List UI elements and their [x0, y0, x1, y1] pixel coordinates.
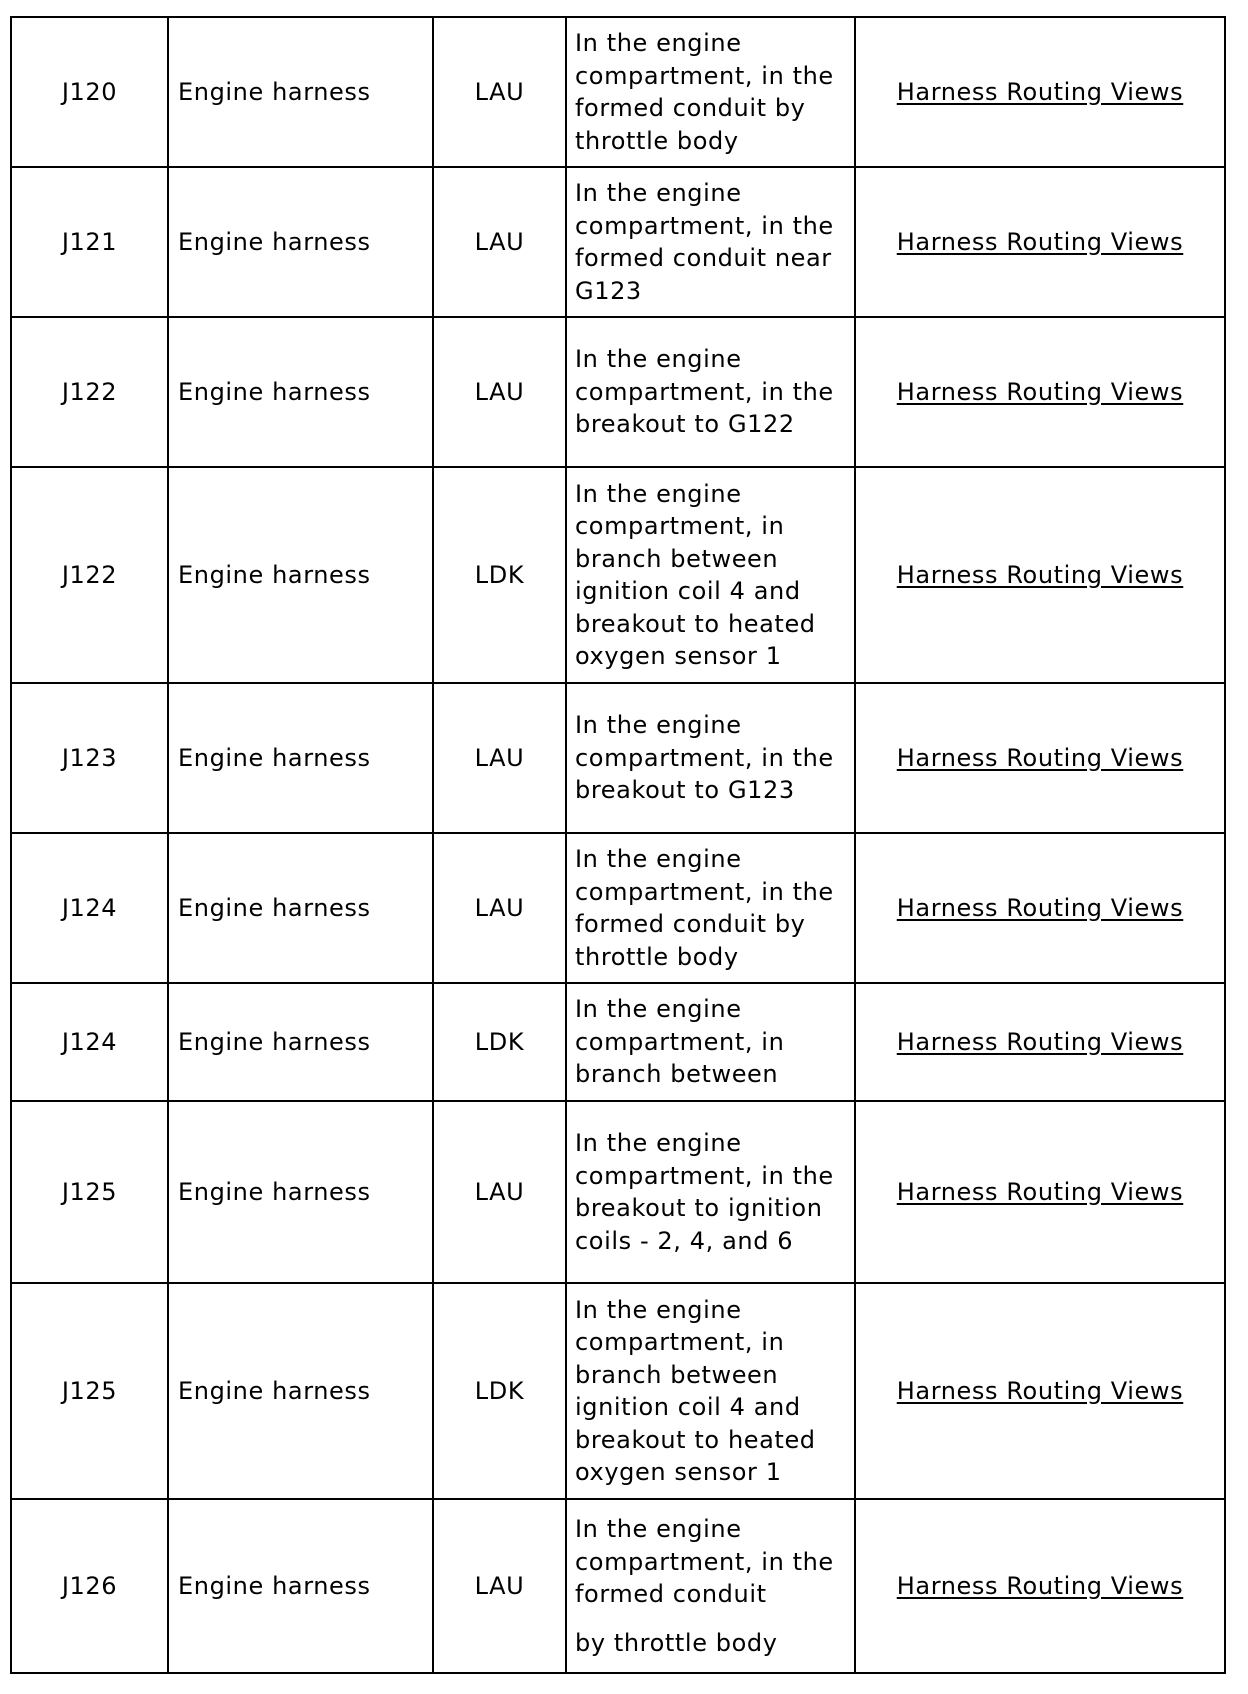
- option-code-cell: LDK: [433, 1283, 566, 1499]
- harness-cell: Engine harness: [168, 1499, 433, 1673]
- harness-cell: Engine harness: [168, 467, 433, 683]
- location-text: In the engine compartment, in the formed conduit by throttle body: [575, 845, 834, 971]
- option-code-cell: LAU: [433, 167, 566, 317]
- location-cell: [566, 317, 855, 467]
- harness-routing-views-link[interactable]: Harness Routing Views: [896, 227, 1184, 256]
- location-text: In the engine compartment, in the breakout to G122: [575, 345, 834, 439]
- harness-routing-views-link[interactable]: Harness Routing Views: [896, 743, 1184, 772]
- harness-cell: Engine harness: [168, 1283, 433, 1499]
- location-text: In the engine compartment, in the breakout to ignition coils - 2, 4, and 6: [575, 1129, 834, 1255]
- harness-cell: Engine harness: [168, 833, 433, 983]
- table-row: [11, 1101, 1225, 1283]
- link-cell: [855, 317, 1225, 467]
- connector-id-cell: J122: [11, 467, 168, 683]
- harness-cell: Engine harness: [168, 17, 433, 167]
- table-row: [11, 467, 1225, 683]
- table-row: [11, 317, 1225, 467]
- harness-routing-views-link[interactable]: Harness Routing Views: [896, 1177, 1184, 1206]
- link-cell: [855, 683, 1225, 833]
- link-cell: [855, 983, 1225, 1101]
- table-row: [11, 167, 1225, 317]
- connector-id-cell: J120: [11, 17, 168, 167]
- location-text: In the engine compartment, in the formed conduit near G123: [575, 179, 834, 305]
- link-cell: [855, 833, 1225, 983]
- table-row: [11, 683, 1225, 833]
- table-row: [11, 983, 1225, 1101]
- location-text: In the engine compartment, in branch between ignition coil 4 and breakout to heated oxygen sensor 1: [575, 1295, 816, 1486]
- option-code-cell: LAU: [433, 1101, 566, 1283]
- link-cell: [855, 167, 1225, 317]
- option-code-cell: LAU: [433, 833, 566, 983]
- link-cell: [855, 1283, 1225, 1499]
- location-text: In the engine compartment, in branch between: [575, 995, 785, 1089]
- harness-routing-views-link[interactable]: Harness Routing Views: [896, 377, 1184, 406]
- location-cell: [566, 17, 855, 167]
- harness-routing-views-link[interactable]: Harness Routing Views: [896, 1571, 1184, 1600]
- option-code-cell: LAU: [433, 1499, 566, 1673]
- link-cell: [855, 467, 1225, 683]
- location-cell: [566, 167, 855, 317]
- option-code-cell: LAU: [433, 317, 566, 467]
- location-spacer: [575, 1611, 850, 1627]
- connector-id-cell: J126: [11, 1499, 168, 1673]
- option-code-cell: LAU: [433, 683, 566, 833]
- location-cell: [566, 1101, 855, 1283]
- location-text: In the engine compartment, in the formed conduit by throttle body: [575, 29, 834, 155]
- table-row: [11, 1283, 1225, 1499]
- connector-id-cell: J121: [11, 167, 168, 317]
- location-text: In the engine compartment, in the formed conduit: [575, 1515, 834, 1608]
- harness-cell: Engine harness: [168, 317, 433, 467]
- connector-id-cell: J125: [11, 1101, 168, 1283]
- link-cell: [855, 1499, 1225, 1673]
- harness-connector-table: [10, 16, 1226, 1674]
- location-cell: [566, 983, 855, 1101]
- link-cell: [855, 1101, 1225, 1283]
- location-cell: [566, 1283, 855, 1499]
- harness-cell: Engine harness: [168, 683, 433, 833]
- harness-routing-views-link[interactable]: Harness Routing Views: [896, 1376, 1184, 1405]
- harness-cell: Engine harness: [168, 983, 433, 1101]
- connector-id-cell: J124: [11, 983, 168, 1101]
- location-text-continued: by throttle body: [575, 1628, 778, 1657]
- harness-routing-views-link[interactable]: Harness Routing Views: [896, 560, 1184, 589]
- connector-id-cell: J124: [11, 833, 168, 983]
- harness-routing-views-link[interactable]: Harness Routing Views: [896, 1027, 1184, 1056]
- location-cell: [566, 1499, 855, 1673]
- harness-routing-views-link[interactable]: Harness Routing Views: [896, 893, 1184, 922]
- connector-id-cell: J122: [11, 317, 168, 467]
- location-text: In the engine compartment, in the breakout to G123: [575, 711, 834, 805]
- option-code-cell: LDK: [433, 983, 566, 1101]
- link-cell: [855, 17, 1225, 167]
- option-code-cell: LDK: [433, 467, 566, 683]
- table-row: [11, 1499, 1225, 1673]
- harness-routing-views-link[interactable]: Harness Routing Views: [896, 77, 1184, 106]
- table-row: [11, 17, 1225, 167]
- connector-id-cell: J125: [11, 1283, 168, 1499]
- location-cell: [566, 833, 855, 983]
- location-cell: [566, 683, 855, 833]
- table-body: [11, 17, 1225, 1673]
- location-text: In the engine compartment, in branch between ignition coil 4 and breakout to heated oxygen sensor 1: [575, 479, 816, 670]
- harness-cell: Engine harness: [168, 1101, 433, 1283]
- option-code-cell: LAU: [433, 17, 566, 167]
- table-row: [11, 833, 1225, 983]
- connector-id-cell: J123: [11, 683, 168, 833]
- location-cell: [566, 467, 855, 683]
- harness-cell: Engine harness: [168, 167, 433, 317]
